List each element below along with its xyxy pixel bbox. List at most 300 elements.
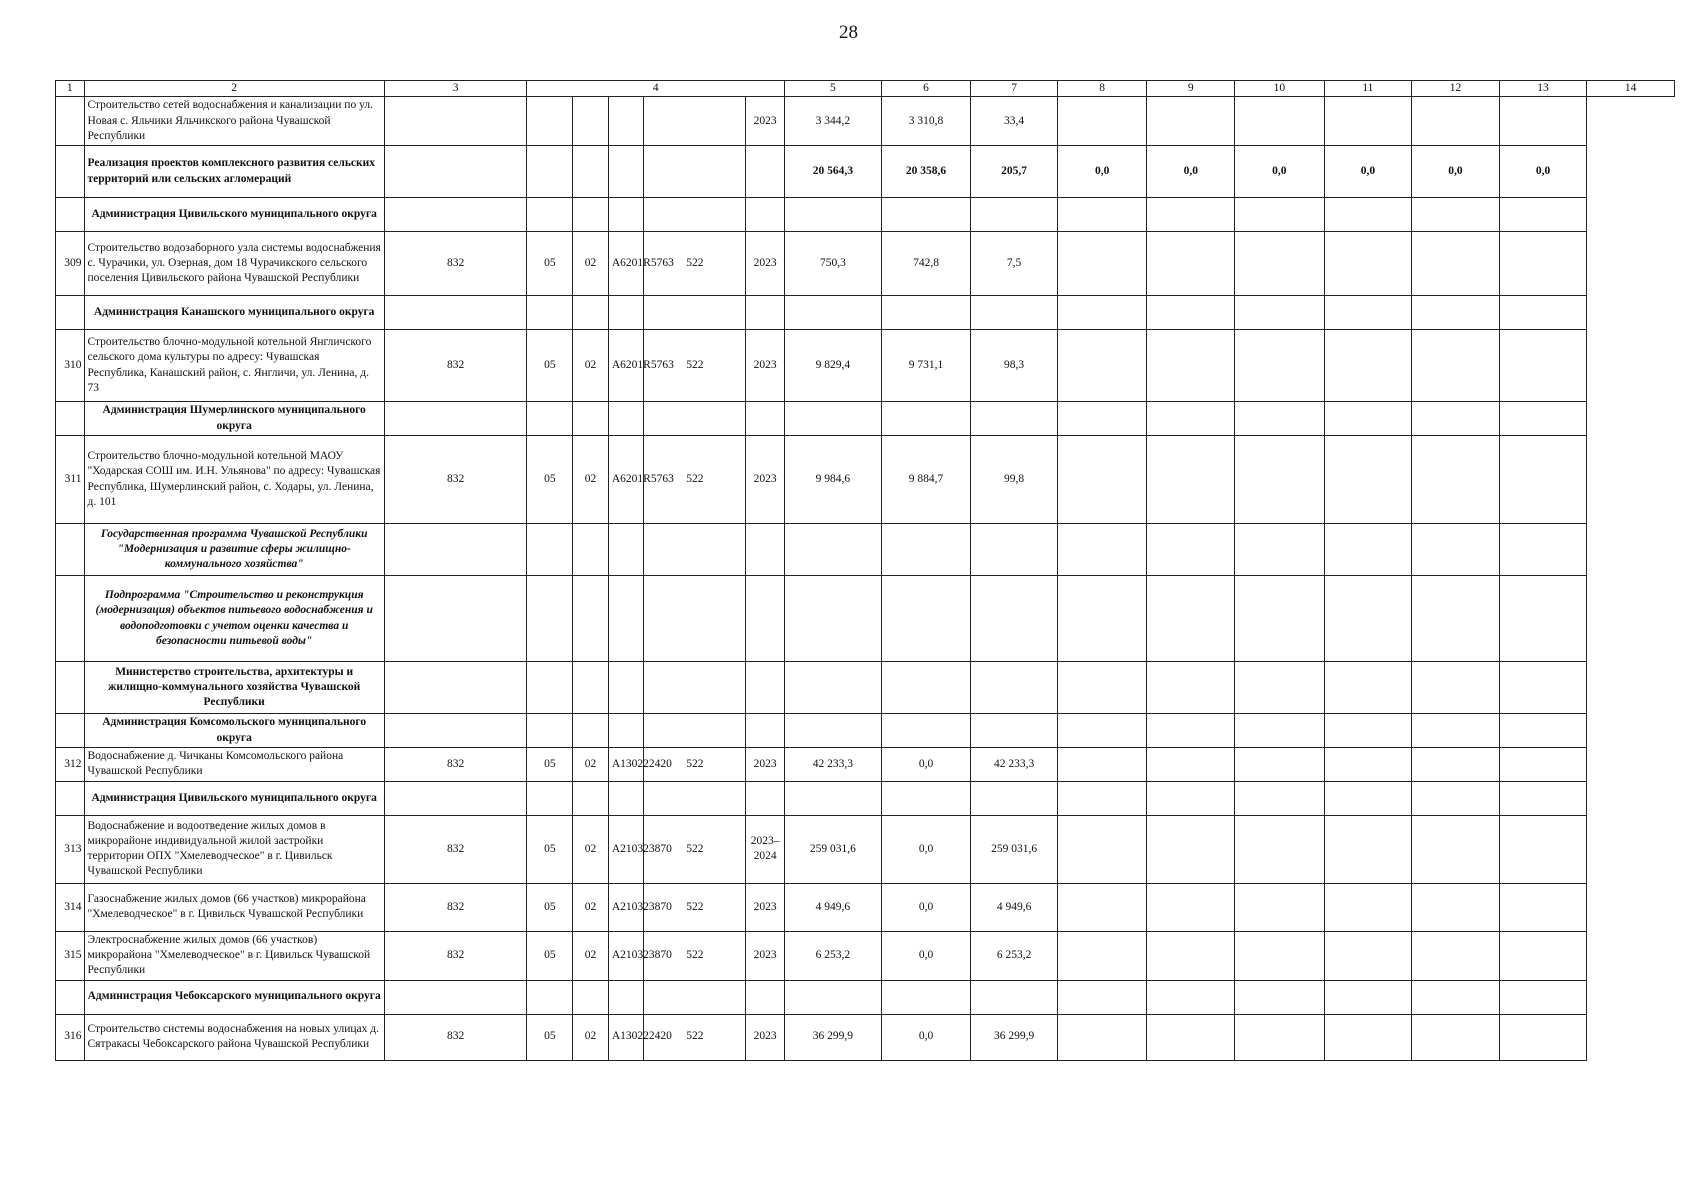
republic-amount: 259 031,6: [971, 815, 1058, 883]
col-14-value: [1499, 714, 1587, 748]
target-article-code: [608, 524, 644, 576]
target-article-code: [608, 146, 644, 198]
grbs-code: [384, 524, 527, 576]
col-14-value: [1499, 576, 1587, 662]
grbs-code: 832: [384, 436, 527, 524]
col-9-value: [1057, 662, 1147, 714]
col-14-value: [1499, 436, 1587, 524]
federal-amount: [881, 198, 971, 232]
col-9-value: [1057, 1014, 1147, 1060]
federal-amount: [881, 402, 971, 436]
target-article-code: А6201R5763: [608, 436, 644, 524]
expense-type-code: 522: [644, 330, 746, 402]
col-9-value: 0,0: [1057, 146, 1147, 198]
federal-amount: 0,0: [881, 815, 971, 883]
years-cell: [746, 576, 785, 662]
grbs-code: [384, 402, 527, 436]
row-number: 314: [56, 883, 85, 931]
item-name: Строительство сетей водоснабжения и канализации по ул. Новая с. Яльчики Яльчикского района Чувашской Республики: [84, 97, 384, 146]
years-cell: 2023: [746, 232, 785, 296]
subsection-code: [573, 714, 609, 748]
federal-amount: [881, 714, 971, 748]
expense-type-code: 522: [644, 436, 746, 524]
total-amount: 36 299,9: [785, 1014, 882, 1060]
subsection-code: 02: [573, 883, 609, 931]
col-11-value: [1235, 748, 1325, 782]
col-13-value: [1412, 232, 1500, 296]
expense-type-code: [644, 781, 746, 815]
total-amount: [785, 714, 882, 748]
grbs-code: 832: [384, 232, 527, 296]
col-10-value: [1147, 232, 1235, 296]
row-number: 310: [56, 330, 85, 402]
federal-amount: 0,0: [881, 931, 971, 980]
grbs-code: 832: [384, 1014, 527, 1060]
republic-amount: [971, 714, 1058, 748]
total-amount: [785, 662, 882, 714]
col-9-value: [1057, 198, 1147, 232]
section-code: 05: [527, 330, 573, 402]
row-number: 313: [56, 815, 85, 883]
header-cell: 14: [1587, 81, 1675, 97]
subsection-code: [573, 97, 609, 146]
republic-amount: 6 253,2: [971, 931, 1058, 980]
federal-amount: 9 884,7: [881, 436, 971, 524]
item-name: Водоснабжение и водоотведение жилых домов в микрорайоне индивидуальной жилой застройки территории ОПХ "Хмелеводческое" в г. Цивильск Чувашской Республики: [84, 815, 384, 883]
col-14-value: [1499, 296, 1587, 330]
col-10-value: [1147, 330, 1235, 402]
col-9-value: [1057, 97, 1147, 146]
table-row: [56, 931, 1675, 980]
expense-type-code: 522: [644, 815, 746, 883]
table-row: [56, 748, 1675, 782]
table-row: [56, 97, 1675, 146]
expense-type-code: [644, 714, 746, 748]
section-code: 05: [527, 883, 573, 931]
federal-amount: [881, 662, 971, 714]
header-cell: 13: [1499, 81, 1587, 97]
col-9-value: [1057, 296, 1147, 330]
subsection-code: 02: [573, 748, 609, 782]
header-cell: 8: [1057, 81, 1147, 97]
total-amount: [785, 576, 882, 662]
expense-type-code: [644, 524, 746, 576]
table-row: [56, 232, 1675, 296]
header-cell: 12: [1412, 81, 1500, 97]
col-12-value: [1324, 198, 1412, 232]
col-9-value: [1057, 931, 1147, 980]
col-10-value: [1147, 714, 1235, 748]
republic-amount: 42 233,3: [971, 748, 1058, 782]
expense-type-code: 522: [644, 883, 746, 931]
header-cell: 11: [1324, 81, 1412, 97]
federal-amount: [881, 296, 971, 330]
col-10-value: [1147, 198, 1235, 232]
target-article-code: [608, 198, 644, 232]
row-number: [56, 662, 85, 714]
col-14-value: [1499, 931, 1587, 980]
grbs-code: [384, 296, 527, 330]
section-code: [527, 402, 573, 436]
target-article-code: [608, 662, 644, 714]
republic-amount: [971, 980, 1058, 1014]
grbs-code: 832: [384, 883, 527, 931]
total-amount: 42 233,3: [785, 748, 882, 782]
target-article-code: [608, 402, 644, 436]
target-article-code: А210323870: [608, 815, 644, 883]
col-14-value: [1499, 883, 1587, 931]
grbs-code: [384, 146, 527, 198]
col-14-value: [1499, 97, 1587, 146]
grbs-code: [384, 662, 527, 714]
expense-type-code: [644, 980, 746, 1014]
row-number: [56, 146, 85, 198]
item-name: Строительство водозаборного узла системы водоснабжения с. Чурачики, ул. Озерная, дом 18 Чурачикского сельского поселения Цивильского района Чувашской Республики: [84, 232, 384, 296]
col-14-value: [1499, 402, 1587, 436]
col-12-value: [1324, 815, 1412, 883]
table-row: [56, 524, 1675, 576]
grbs-code: [384, 576, 527, 662]
col-9-value: [1057, 714, 1147, 748]
col-11-value: [1235, 232, 1325, 296]
col-13-value: [1412, 815, 1500, 883]
republic-amount: [971, 524, 1058, 576]
col-9-value: [1057, 436, 1147, 524]
grbs-code: 832: [384, 931, 527, 980]
col-12-value: [1324, 436, 1412, 524]
section-code: [527, 781, 573, 815]
col-11-value: [1235, 1014, 1325, 1060]
col-9-value: [1057, 781, 1147, 815]
grbs-code: [384, 980, 527, 1014]
col-12-value: [1324, 883, 1412, 931]
item-name: Строительство блочно-модульной котельной МАОУ "Ходарская СОШ им. И.Н. Ульянова" по адресу: Чувашская Республика, Шумерлинский район, с. Ходары, ул. Ленина, д. 101: [84, 436, 384, 524]
col-11-value: [1235, 330, 1325, 402]
grbs-code: [384, 97, 527, 146]
target-article-code: [608, 781, 644, 815]
years-cell: [746, 980, 785, 1014]
table-row: [56, 436, 1675, 524]
section-code: 05: [527, 748, 573, 782]
col-9-value: [1057, 576, 1147, 662]
section-code: [527, 576, 573, 662]
years-cell: [746, 402, 785, 436]
col-10-value: [1147, 296, 1235, 330]
col-10-value: [1147, 1014, 1235, 1060]
subsection-code: [573, 576, 609, 662]
table-row: [56, 330, 1675, 402]
col-13-value: [1412, 931, 1500, 980]
table-row: [56, 980, 1675, 1014]
republic-amount: [971, 781, 1058, 815]
expense-type-code: [644, 662, 746, 714]
item-name: Газоснабжение жилых домов (66 участков) микрорайона "Хмелеводческое" в г. Цивильск Чувашской Республики: [84, 883, 384, 931]
republic-amount: [971, 402, 1058, 436]
section-code: [527, 980, 573, 1014]
col-11-value: [1235, 97, 1325, 146]
header-cell: 5: [785, 81, 882, 97]
years-cell: 2023: [746, 748, 785, 782]
republic-amount: 205,7: [971, 146, 1058, 198]
target-article-code: А210323870: [608, 931, 644, 980]
col-10-value: [1147, 662, 1235, 714]
col-9-value: [1057, 330, 1147, 402]
col-12-value: [1324, 524, 1412, 576]
col-10-value: [1147, 524, 1235, 576]
col-14-value: [1499, 1014, 1587, 1060]
grbs-code: [384, 714, 527, 748]
col-12-value: [1324, 232, 1412, 296]
col-11-value: [1235, 931, 1325, 980]
row-number: [56, 97, 85, 146]
item-name: Администрация Чебоксарского муниципального округа: [84, 980, 384, 1014]
item-name: Администрация Канашского муниципального округа: [84, 296, 384, 330]
col-12-value: [1324, 330, 1412, 402]
item-name: Администрация Цивильского муниципального округа: [84, 781, 384, 815]
col-13-value: [1412, 1014, 1500, 1060]
row-number: [56, 980, 85, 1014]
col-10-value: [1147, 931, 1235, 980]
col-9-value: [1057, 524, 1147, 576]
col-12-value: [1324, 980, 1412, 1014]
subsection-code: [573, 146, 609, 198]
col-13-value: [1412, 576, 1500, 662]
section-code: [527, 146, 573, 198]
col-13-value: [1412, 883, 1500, 931]
section-code: [527, 524, 573, 576]
col-13-value: [1412, 662, 1500, 714]
federal-amount: [881, 576, 971, 662]
col-13-value: [1412, 781, 1500, 815]
section-code: [527, 296, 573, 330]
section-code: 05: [527, 232, 573, 296]
subsection-code: 02: [573, 815, 609, 883]
target-article-code: А130222420: [608, 748, 644, 782]
years-cell: [746, 781, 785, 815]
republic-amount: [971, 198, 1058, 232]
republic-amount: 98,3: [971, 330, 1058, 402]
republic-amount: [971, 576, 1058, 662]
col-13-value: 0,0: [1412, 146, 1500, 198]
total-amount: 259 031,6: [785, 815, 882, 883]
col-11-value: [1235, 198, 1325, 232]
col-11-value: [1235, 524, 1325, 576]
subsection-code: [573, 524, 609, 576]
federal-amount: 0,0: [881, 1014, 971, 1060]
section-code: [527, 97, 573, 146]
table-row: [56, 714, 1675, 748]
row-number: [56, 198, 85, 232]
subsection-code: [573, 662, 609, 714]
total-amount: [785, 781, 882, 815]
target-article-code: [608, 714, 644, 748]
years-cell: 2023: [746, 931, 785, 980]
item-name: Подпрограмма "Строительство и реконструкция (модернизация) объектов питьевого водоснабжения и водоподготовки с учетом оценки качества и безопасности питьевой воды": [84, 576, 384, 662]
federal-amount: 9 731,1: [881, 330, 971, 402]
grbs-code: 832: [384, 815, 527, 883]
years-cell: [746, 714, 785, 748]
col-14-value: [1499, 662, 1587, 714]
item-name: Строительство системы водоснабжения на новых улицах д. Сятракасы Чебоксарского района Чувашской Республики: [84, 1014, 384, 1060]
header-cell: 9: [1147, 81, 1235, 97]
col-12-value: 0,0: [1324, 146, 1412, 198]
subsection-code: [573, 198, 609, 232]
total-amount: 20 564,3: [785, 146, 882, 198]
col-11-value: [1235, 576, 1325, 662]
col-11-value: [1235, 781, 1325, 815]
target-article-code: [608, 97, 644, 146]
federal-amount: 0,0: [881, 748, 971, 782]
header-cell: 6: [881, 81, 971, 97]
expense-type-code: [644, 402, 746, 436]
row-number: 309: [56, 232, 85, 296]
subsection-code: [573, 296, 609, 330]
col-11-value: [1235, 883, 1325, 931]
col-10-value: [1147, 402, 1235, 436]
row-number: [56, 296, 85, 330]
republic-amount: [971, 662, 1058, 714]
budget-table: [55, 80, 1675, 1061]
col-12-value: [1324, 781, 1412, 815]
target-article-code: А210323870: [608, 883, 644, 931]
subsection-code: 02: [573, 931, 609, 980]
col-11-value: [1235, 402, 1325, 436]
col-12-value: [1324, 576, 1412, 662]
col-11-value: [1235, 296, 1325, 330]
table-row: [56, 883, 1675, 931]
years-cell: 2023: [746, 436, 785, 524]
col-9-value: [1057, 980, 1147, 1014]
col-10-value: [1147, 436, 1235, 524]
section-code: 05: [527, 931, 573, 980]
row-number: [56, 576, 85, 662]
col-14-value: [1499, 748, 1587, 782]
col-10-value: [1147, 815, 1235, 883]
col-14-value: [1499, 980, 1587, 1014]
header-cell: 4: [527, 81, 785, 97]
col-12-value: [1324, 1014, 1412, 1060]
col-10-value: [1147, 576, 1235, 662]
total-amount: 3 344,2: [785, 97, 882, 146]
years-cell: [746, 296, 785, 330]
federal-amount: [881, 781, 971, 815]
subsection-code: [573, 980, 609, 1014]
item-name: Администрация Шумерлинского муниципального округа: [84, 402, 384, 436]
expense-type-code: [644, 146, 746, 198]
expense-type-code: [644, 97, 746, 146]
col-9-value: [1057, 232, 1147, 296]
table-row: [56, 296, 1675, 330]
table-row: [56, 815, 1675, 883]
col-11-value: [1235, 714, 1325, 748]
grbs-code: 832: [384, 330, 527, 402]
subsection-code: 02: [573, 330, 609, 402]
col-12-value: [1324, 296, 1412, 330]
federal-amount: [881, 980, 971, 1014]
col-12-value: [1324, 748, 1412, 782]
col-14-value: [1499, 815, 1587, 883]
republic-amount: 36 299,9: [971, 1014, 1058, 1060]
expense-type-code: [644, 198, 746, 232]
col-11-value: [1235, 815, 1325, 883]
header-cell: 2: [84, 81, 384, 97]
section-code: [527, 198, 573, 232]
col-11-value: 0,0: [1235, 146, 1325, 198]
col-10-value: [1147, 883, 1235, 931]
row-number: 315: [56, 931, 85, 980]
col-14-value: [1499, 198, 1587, 232]
table-row: [56, 662, 1675, 714]
item-name: Администрация Цивильского муниципального округа: [84, 198, 384, 232]
col-14-value: [1499, 781, 1587, 815]
section-code: [527, 714, 573, 748]
total-amount: 9 829,4: [785, 330, 882, 402]
federal-amount: 0,0: [881, 883, 971, 931]
col-13-value: [1412, 330, 1500, 402]
col-9-value: [1057, 402, 1147, 436]
table-row: [56, 198, 1675, 232]
row-number: [56, 714, 85, 748]
row-number: 316: [56, 1014, 85, 1060]
expense-type-code: 522: [644, 232, 746, 296]
col-9-value: [1057, 748, 1147, 782]
col-13-value: [1412, 296, 1500, 330]
header-cell: 7: [971, 81, 1058, 97]
total-amount: [785, 980, 882, 1014]
expense-type-code: [644, 296, 746, 330]
federal-amount: 3 310,8: [881, 97, 971, 146]
col-10-value: 0,0: [1147, 146, 1235, 198]
col-10-value: [1147, 748, 1235, 782]
col-11-value: [1235, 980, 1325, 1014]
item-name: Государственная программа Чувашской Республики "Модернизация и развитие сферы жилищно-коммунального хозяйства": [84, 524, 384, 576]
col-13-value: [1412, 402, 1500, 436]
table-row: [56, 146, 1675, 198]
republic-amount: 33,4: [971, 97, 1058, 146]
col-10-value: [1147, 980, 1235, 1014]
target-article-code: [608, 576, 644, 662]
total-amount: [785, 296, 882, 330]
subsection-code: 02: [573, 232, 609, 296]
total-amount: 750,3: [785, 232, 882, 296]
header-row: [56, 81, 1675, 97]
col-9-value: [1057, 883, 1147, 931]
republic-amount: [971, 296, 1058, 330]
years-cell: [746, 198, 785, 232]
col-12-value: [1324, 714, 1412, 748]
item-name: Строительство блочно-модульной котельной Янгличского сельского дома культуры по адресу: Чувашская Республика, Канашский район, с. Янгличи, ул. Ленина, д. 73: [84, 330, 384, 402]
subsection-code: 02: [573, 436, 609, 524]
years-cell: 2023: [746, 330, 785, 402]
target-article-code: А6201R5763: [608, 232, 644, 296]
expense-type-code: 522: [644, 931, 746, 980]
federal-amount: 20 358,6: [881, 146, 971, 198]
total-amount: 4 949,6: [785, 883, 882, 931]
col-13-value: [1412, 748, 1500, 782]
row-number: 312: [56, 748, 85, 782]
col-13-value: [1412, 524, 1500, 576]
years-cell: [746, 146, 785, 198]
col-13-value: [1412, 198, 1500, 232]
header-cell: 10: [1235, 81, 1325, 97]
header-cell: 3: [384, 81, 527, 97]
grbs-code: 832: [384, 748, 527, 782]
years-cell: 2023: [746, 1014, 785, 1060]
col-12-value: [1324, 931, 1412, 980]
expense-type-code: 522: [644, 1014, 746, 1060]
col-11-value: [1235, 436, 1325, 524]
total-amount: 9 984,6: [785, 436, 882, 524]
